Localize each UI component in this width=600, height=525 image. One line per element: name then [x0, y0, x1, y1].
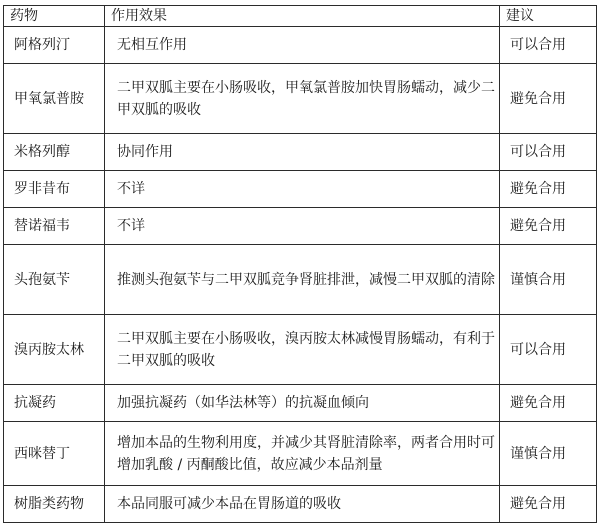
drug-effect: 无相互作用 [105, 27, 500, 64]
header-effect: 作用效果 [105, 6, 500, 27]
drug-name: 米格列醇 [4, 134, 105, 171]
drug-effect: 加强抗凝药（如华法林等）的抗凝血倾向 [105, 385, 500, 422]
drug-effect: 协同作用 [105, 134, 500, 171]
table-row [4, 245, 597, 315]
drug-advice: 避免合用 [500, 171, 597, 208]
drug-advice: 避免合用 [500, 486, 597, 523]
table-row [4, 27, 597, 64]
drug-name: 替诺福韦 [4, 208, 105, 245]
drug-name: 抗凝药 [4, 385, 105, 422]
table-row [4, 64, 597, 134]
drug-advice: 可以合用 [500, 134, 597, 171]
drug-effect: 二甲双胍主要在小肠吸收，甲氧氯普胺加快胃肠蠕动，减少二甲双胍的吸收 [105, 64, 500, 134]
drug-effect: 本品同服可减少本品在胃肠道的吸收 [105, 486, 500, 523]
table-row [4, 134, 597, 171]
table-header-row [4, 6, 597, 27]
drug-name: 西咪替丁 [4, 422, 105, 486]
drug-name: 甲氧氯普胺 [4, 64, 105, 134]
table-row [4, 171, 597, 208]
drug-effect: 推测头孢氨苄与二甲双胍竞争肾脏排泄，减慢二甲双胍的清除 [105, 245, 500, 315]
drug-name: 溴丙胺太林 [4, 315, 105, 385]
table-row [4, 385, 597, 422]
drug-advice: 可以合用 [500, 27, 597, 64]
drug-advice: 谨慎合用 [500, 422, 597, 486]
table-row [4, 208, 597, 245]
drug-name: 阿格列汀 [4, 27, 105, 64]
drug-advice: 可以合用 [500, 315, 597, 385]
drug-name: 罗非昔布 [4, 171, 105, 208]
drug-advice: 避免合用 [500, 385, 597, 422]
drug-name: 头孢氨苄 [4, 245, 105, 315]
drug-advice: 谨慎合用 [500, 245, 597, 315]
table-row [4, 315, 597, 385]
drug-effect: 增加本品的生物利用度，并减少其肾脏清除率，两者合用时可增加乳酸 / 丙酮酸比值，故应减少本品剂量 [105, 422, 500, 486]
drug-effect: 二甲双胍主要在小肠吸收，溴丙胺太林减慢胃肠蠕动，有利于二甲双胍的吸收 [105, 315, 500, 385]
header-advice: 建议 [500, 6, 597, 27]
table-row [4, 422, 597, 486]
header-drug: 药物 [4, 6, 105, 27]
drug-effect: 不详 [105, 171, 500, 208]
drug-effect: 不详 [105, 208, 500, 245]
drug-interaction-table [3, 5, 597, 523]
table-row [4, 486, 597, 523]
drug-advice: 避免合用 [500, 64, 597, 134]
drug-advice: 避免合用 [500, 208, 597, 245]
drug-name: 树脂类药物 [4, 486, 105, 523]
